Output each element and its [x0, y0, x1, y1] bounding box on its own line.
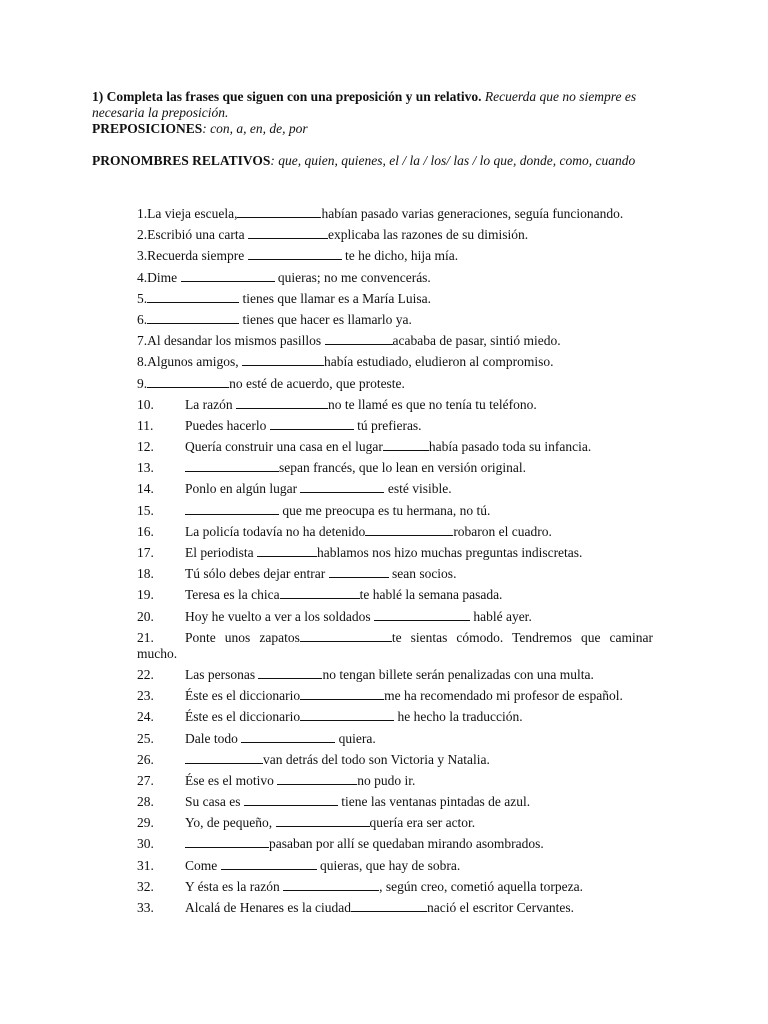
exercise-item — [137, 899, 653, 916]
instruction-title — [92, 89, 662, 121]
exercise-text-after: sean socios. — [388, 566, 457, 582]
exercise-text-after: no te llamé es que no tenía tu teléfono. — [327, 396, 537, 412]
exercise-text-before: Alcalá de Henares es la ciudad — [185, 900, 352, 915]
exercise-text-after: esté visible. — [384, 481, 452, 497]
exercise-item — [137, 565, 653, 582]
exercise-item — [137, 205, 653, 222]
answer-blank[interactable] — [270, 417, 354, 430]
exercise-text-before: Ponte unos zapatos — [185, 629, 300, 645]
exercise-text-before: Al desandar los mismos pasillos — [147, 333, 325, 349]
exercise-text-before: Las personas — [185, 666, 259, 682]
answer-blank[interactable] — [300, 480, 384, 493]
exercise-text-before: Su casa es — [185, 794, 244, 810]
answer-blank[interactable] — [329, 565, 389, 578]
exercise-number: 10. — [137, 396, 154, 412]
exercise-text-before: Come — [185, 857, 221, 873]
exercise-number: 13. — [137, 460, 154, 476]
exercise-number: 20. — [137, 608, 154, 624]
exercise-text-after: , según creo, cometió aquella torpeza. — [379, 878, 584, 894]
exercise-number: 3. — [137, 248, 148, 264]
exercise-number: 23. — [137, 688, 154, 704]
exercise-text-after: hablé ayer. — [469, 608, 532, 624]
exercise-number: 30. — [137, 836, 154, 852]
exercise-item — [137, 608, 653, 625]
pronouns-label: PRONOMBRES RELATIVOS — [92, 153, 271, 168]
exercise-text-before: La vieja escuela, — [147, 206, 238, 221]
exercise-number: 27. — [137, 772, 154, 788]
answer-blank[interactable] — [185, 751, 263, 764]
exercise-text-after: explicaba las razones de su dimisión. — [327, 227, 529, 243]
exercise-text-before: Dime — [147, 269, 181, 285]
exercise-text-after: quieras; no me convencerás. — [274, 269, 431, 285]
exercise-number: 12. — [137, 439, 154, 455]
exercise-item — [137, 353, 653, 370]
answer-blank[interactable] — [277, 772, 357, 785]
exercise-item — [137, 247, 653, 264]
exercise-text-after: quieras, que hay de sobra. — [316, 857, 461, 873]
exercise-number: 28. — [137, 794, 154, 810]
exercise-text-after: te hablé la semana pasada. — [359, 587, 503, 603]
exercise-item — [137, 814, 653, 831]
exercise-number: 21. — [137, 629, 154, 645]
exercise-text-after: tienes que llamar es a María Luisa. — [239, 290, 432, 306]
exercise-text-before: Escribió una carta — [147, 227, 248, 243]
exercise-text-after: me ha recomendado mi profesor de español. — [384, 688, 623, 704]
exercise-text-after: que me preocupa es tu hermana, no tú. — [279, 502, 491, 518]
exercise-text-after: te sientas cómodo. Tendremos que caminar mucho. — [137, 629, 653, 661]
exercise-item — [137, 417, 653, 434]
exercise-number: 8. — [137, 354, 148, 370]
exercise-number: 7. — [137, 333, 148, 349]
answer-blank[interactable] — [185, 835, 269, 848]
answer-blank[interactable] — [248, 226, 328, 239]
exercise-number: 18. — [137, 566, 154, 582]
exercise-text-before: Yo, de pequeño, — [185, 815, 276, 831]
exercise-text-before: Teresa es la chica — [185, 587, 280, 603]
answer-blank[interactable] — [147, 375, 229, 388]
exercise-number: 2. — [137, 227, 148, 243]
exercise-text-after: pasaban por allí se quedaban mirando asombrados. — [269, 836, 544, 852]
exercise-number: 5. — [137, 290, 148, 306]
answer-blank[interactable] — [236, 396, 328, 409]
exercise-text-before: El periodista — [185, 545, 257, 560]
prepositions-line — [92, 121, 662, 137]
exercise-text-before: La policía todavía no ha detenido — [185, 523, 366, 539]
exercise-text-after: tiene las ventanas pintadas de azul. — [337, 794, 531, 810]
answer-blank[interactable] — [248, 247, 342, 260]
exercise-number: 1. — [137, 206, 148, 221]
exercise-text-after: tú prefieras. — [353, 417, 422, 433]
exercise-item — [137, 459, 653, 476]
exercise-item — [137, 544, 653, 561]
answer-blank[interactable] — [276, 814, 370, 827]
exercise-text-after: había estudiado, eludieron al compromiso. — [324, 354, 554, 370]
answer-blank[interactable] — [181, 269, 275, 282]
exercise-text-before: Puedes hacerlo — [185, 417, 270, 433]
exercise-text-after: te he dicho, hija mía. — [341, 248, 459, 264]
exercise-number: 24. — [137, 709, 154, 725]
prepositions-list: : con, a, en, de, por — [202, 121, 308, 136]
answer-blank[interactable] — [185, 459, 279, 472]
exercise-text-before: Algunos amigos, — [147, 354, 243, 370]
answer-blank[interactable] — [237, 205, 321, 218]
answer-blank[interactable] — [365, 523, 453, 536]
exercise-text-after: he hecho la traducción. — [394, 709, 523, 725]
exercise-item — [137, 857, 653, 874]
exercise-text-before: Quería construir una casa en el lugar — [185, 439, 383, 455]
exercise-item — [137, 878, 653, 895]
answer-blank[interactable] — [221, 857, 317, 870]
answer-blank[interactable] — [147, 311, 239, 324]
exercise-text-after: habían pasado varias generaciones, seguía funcionando. — [321, 206, 624, 221]
exercise-number: 15. — [137, 502, 154, 518]
exercise-text-before: Éste es el diccionario — [185, 709, 301, 725]
exercise-text-before: Y ésta es la razón — [185, 878, 284, 894]
exercise-item — [137, 793, 653, 810]
exercise-text-after: había pasado toda su infancia. — [428, 439, 592, 455]
exercise-number: 29. — [137, 815, 154, 831]
exercise-text-after: acababa de pasar, sintió miedo. — [392, 333, 561, 349]
exercise-item — [0, 629, 653, 662]
exercise-number: 32. — [137, 878, 154, 894]
exercise-item — [137, 311, 653, 328]
exercise-text-before: Recuerda siempre — [147, 248, 248, 264]
exercise-text-before: La razón — [185, 396, 236, 412]
answer-blank[interactable] — [300, 687, 384, 700]
exercise-item — [137, 523, 653, 540]
answer-blank[interactable] — [147, 290, 239, 303]
answer-blank[interactable] — [383, 438, 429, 451]
exercise-text-before: Hoy he vuelto a ver a los soldados — [185, 608, 374, 624]
answer-blank[interactable] — [300, 629, 392, 642]
exercise-text-after: quiera. — [335, 730, 376, 746]
exercise-text-after: tienes que hacer es llamarlo ya. — [239, 311, 412, 327]
answer-blank[interactable] — [257, 544, 317, 557]
instruction-italic: Recuerda que no siempre es necesaria la preposición. — [92, 89, 637, 120]
exercise-text-after: no pudo ir. — [357, 772, 416, 788]
exercise-item — [137, 666, 653, 683]
exercise-text-before: Tú sólo debes dejar entrar — [185, 566, 329, 582]
answer-blank[interactable] — [242, 353, 324, 366]
pronouns-list: : que, quien, quienes, el / la / los/ las / lo que, donde, como, cuando — [270, 153, 636, 168]
answer-blank[interactable] — [244, 793, 338, 806]
exercise-item — [137, 751, 653, 768]
exercise-text-after: hablamos nos hizo muchas preguntas indiscretas. — [316, 545, 583, 560]
exercise-text-after: no esté de acuerdo, que proteste. — [229, 375, 405, 391]
exercise-text-before: Dale todo — [185, 730, 242, 746]
exercise-item — [137, 226, 653, 243]
exercise-item — [137, 730, 653, 747]
exercise-number: 26. — [137, 751, 154, 767]
exercise-number: 22. — [137, 666, 154, 682]
exercise-item — [137, 502, 653, 519]
answer-blank[interactable] — [258, 666, 322, 679]
answer-blank[interactable] — [280, 586, 360, 599]
exercise-text-after: sepan francés, que lo lean en versión original. — [279, 460, 527, 476]
exercise-number: 33. — [137, 900, 154, 915]
answer-blank[interactable] — [185, 502, 279, 515]
exercise-item — [137, 290, 653, 307]
answer-blank[interactable] — [283, 878, 379, 891]
exercise-number: 6. — [137, 311, 148, 327]
exercise-number: 19. — [137, 587, 154, 603]
answer-blank[interactable] — [300, 708, 394, 721]
exercise-number: 31. — [137, 857, 154, 873]
exercise-number: 25. — [137, 730, 154, 746]
exercise-item — [137, 396, 653, 413]
exercise-item — [137, 835, 653, 852]
answer-blank[interactable] — [374, 608, 470, 621]
exercise-text-after: nació el escritor Cervantes. — [427, 900, 574, 915]
exercise-number: 14. — [137, 481, 154, 497]
exercise-item — [0, 687, 653, 704]
answer-blank[interactable] — [241, 730, 335, 743]
exercise-item — [137, 269, 653, 286]
exercise-text-before: Ése es el motivo — [185, 772, 278, 788]
exercise-item — [137, 438, 653, 455]
exercise-item — [137, 480, 653, 497]
exercise-text-after: van detrás del todo son Victoria y Natalia. — [263, 751, 490, 767]
pronouns-line — [92, 153, 662, 169]
exercise-text-after: robaron el cuadro. — [453, 523, 552, 539]
prepositions-label: PREPOSICIONES — [92, 121, 203, 136]
exercise-list — [137, 205, 653, 920]
exercise-number: 11. — [137, 417, 154, 433]
exercise-item — [137, 586, 653, 603]
exercise-number: 9. — [137, 375, 148, 391]
exercise-item — [137, 708, 653, 725]
exercise-text-before: Éste es el diccionario — [185, 688, 301, 704]
exercise-text-before: Ponlo en algún lugar — [185, 481, 301, 497]
exercise-item — [137, 772, 653, 789]
exercise-item — [137, 332, 653, 349]
answer-blank[interactable] — [325, 332, 393, 345]
exercise-number: 17. — [137, 545, 154, 560]
exercise-number: 4. — [137, 269, 148, 285]
exercise-number: 16. — [137, 523, 154, 539]
instructions — [92, 89, 662, 169]
instruction-bold: 1) Completa las frases que siguen con una preposición y un relativo. — [92, 89, 482, 104]
exercise-text-after: no tengan billete serán penalizadas con una multa. — [322, 666, 594, 682]
exercise-item — [137, 375, 653, 392]
answer-blank[interactable] — [351, 899, 427, 912]
exercise-text-after: quería era ser actor. — [369, 815, 476, 831]
